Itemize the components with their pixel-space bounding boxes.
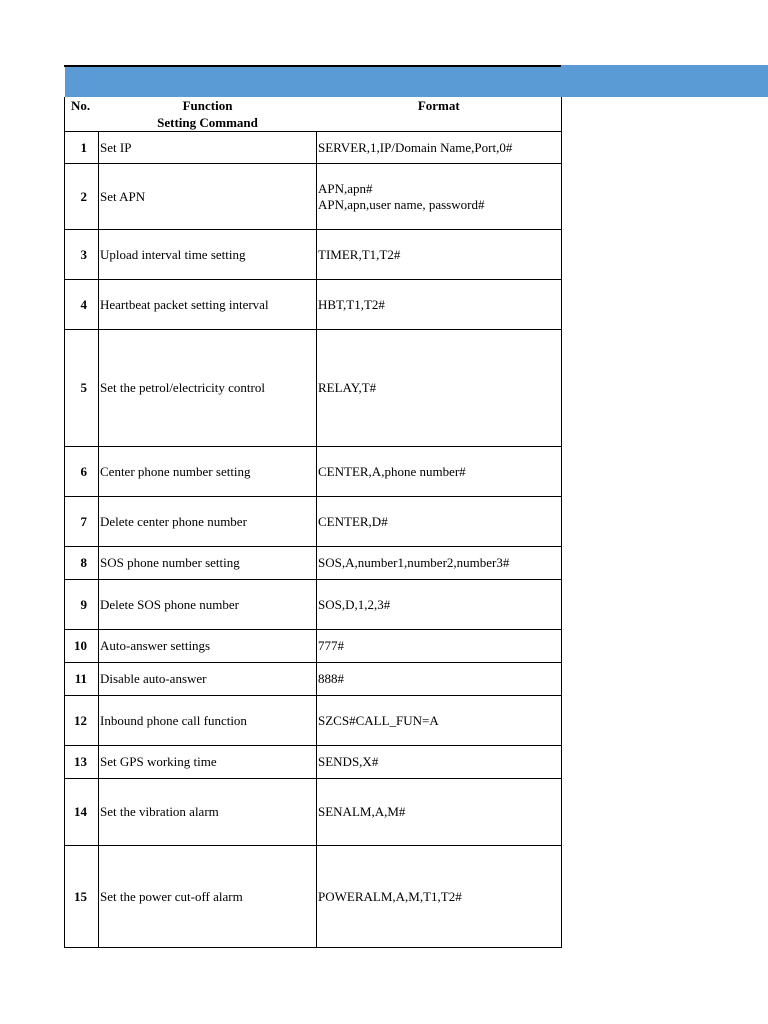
table-row bbox=[65, 497, 562, 547]
row-format bbox=[317, 696, 562, 746]
table-row bbox=[65, 447, 562, 497]
row-format bbox=[317, 580, 562, 630]
format-line: APN,apn,user name, password# bbox=[318, 196, 485, 212]
row-function: Set the petrol/electricity control bbox=[99, 330, 317, 447]
header-format: Format bbox=[317, 97, 562, 132]
row-number: 8 bbox=[65, 547, 99, 580]
row-function: SOS phone number setting bbox=[99, 547, 317, 580]
table-row bbox=[65, 547, 562, 580]
row-number: 1 bbox=[65, 132, 99, 164]
row-function: Set IP bbox=[99, 132, 317, 164]
row-number: 10 bbox=[65, 630, 99, 663]
row-format bbox=[317, 630, 562, 663]
row-function: Delete SOS phone number bbox=[99, 580, 317, 630]
row-function: Set the vibration alarm bbox=[99, 779, 317, 846]
row-function: Inbound phone call function bbox=[99, 696, 317, 746]
table-row bbox=[65, 230, 562, 280]
row-format bbox=[317, 132, 562, 164]
format-line: RELAY,T# bbox=[318, 380, 377, 395]
row-format bbox=[317, 779, 562, 846]
row-function: Set APN bbox=[99, 164, 317, 230]
row-format bbox=[317, 746, 562, 779]
command-table bbox=[64, 97, 562, 948]
row-number: 12 bbox=[65, 696, 99, 746]
format-line: 888# bbox=[318, 671, 344, 686]
table-body bbox=[65, 132, 562, 948]
row-number: 3 bbox=[65, 230, 99, 280]
table-row bbox=[65, 846, 562, 948]
row-format bbox=[317, 846, 562, 948]
table-header-row bbox=[65, 97, 562, 132]
format-line: APN,apn# bbox=[318, 180, 373, 196]
table-row bbox=[65, 630, 562, 663]
table-row bbox=[65, 164, 562, 230]
row-format bbox=[317, 280, 562, 330]
format-line: SENDS,X# bbox=[318, 754, 379, 769]
row-function: Set GPS working time bbox=[99, 746, 317, 779]
row-format bbox=[317, 497, 562, 547]
row-number: 14 bbox=[65, 779, 99, 846]
row-function: Center phone number setting bbox=[99, 447, 317, 497]
row-function: Disable auto-answer bbox=[99, 663, 317, 696]
row-format bbox=[317, 447, 562, 497]
header-no: No. bbox=[65, 97, 99, 132]
row-function: Auto-answer settings bbox=[99, 630, 317, 663]
title-banner bbox=[65, 65, 768, 97]
table-row bbox=[65, 132, 562, 164]
row-format bbox=[317, 547, 562, 580]
row-format bbox=[317, 330, 562, 447]
format-line: CENTER,D# bbox=[318, 513, 388, 529]
format-line: HBT,T1,T2# bbox=[318, 296, 385, 312]
format-line: SOS,D,1,2,3# bbox=[318, 596, 391, 612]
row-format bbox=[317, 663, 562, 696]
row-number: 9 bbox=[65, 580, 99, 630]
format-line: CENTER,A,phone number# bbox=[318, 463, 466, 479]
row-format bbox=[317, 230, 562, 280]
format-line: SENALM,A,M# bbox=[318, 804, 406, 819]
row-number: 13 bbox=[65, 746, 99, 779]
header-function bbox=[99, 97, 317, 132]
format-line: SZCS#CALL_FUN=A bbox=[318, 712, 439, 728]
row-function: Set the power cut-off alarm bbox=[99, 846, 317, 948]
format-line: TIMER,T1,T2# bbox=[318, 246, 401, 262]
row-number: 11 bbox=[65, 663, 99, 696]
row-function: Heartbeat packet setting interval bbox=[99, 280, 317, 330]
table-row bbox=[65, 330, 562, 447]
table-row bbox=[65, 779, 562, 846]
row-number: 15 bbox=[65, 846, 99, 948]
table-row bbox=[65, 746, 562, 779]
row-number: 7 bbox=[65, 497, 99, 547]
format-line: POWERALM,A,M,T1,T2# bbox=[318, 888, 462, 904]
table-row bbox=[65, 280, 562, 330]
row-number: 5 bbox=[65, 330, 99, 447]
format-line: SOS,A,number1,number2,number3# bbox=[318, 555, 510, 570]
header-function-line1: Function bbox=[182, 98, 233, 113]
format-line: SERVER,1,IP/Domain Name,Port,0# bbox=[318, 139, 513, 155]
table-top-border bbox=[64, 65, 561, 67]
table-row bbox=[65, 663, 562, 696]
row-function: Upload interval time setting bbox=[99, 230, 317, 280]
row-number: 6 bbox=[65, 447, 99, 497]
header-function-line2: Setting Command bbox=[157, 115, 258, 130]
row-format bbox=[317, 164, 562, 230]
row-number: 4 bbox=[65, 280, 99, 330]
row-number: 2 bbox=[65, 164, 99, 230]
format-line: 777# bbox=[318, 638, 344, 653]
row-function: Delete center phone number bbox=[99, 497, 317, 547]
table-row bbox=[65, 580, 562, 630]
table-row bbox=[65, 696, 562, 746]
